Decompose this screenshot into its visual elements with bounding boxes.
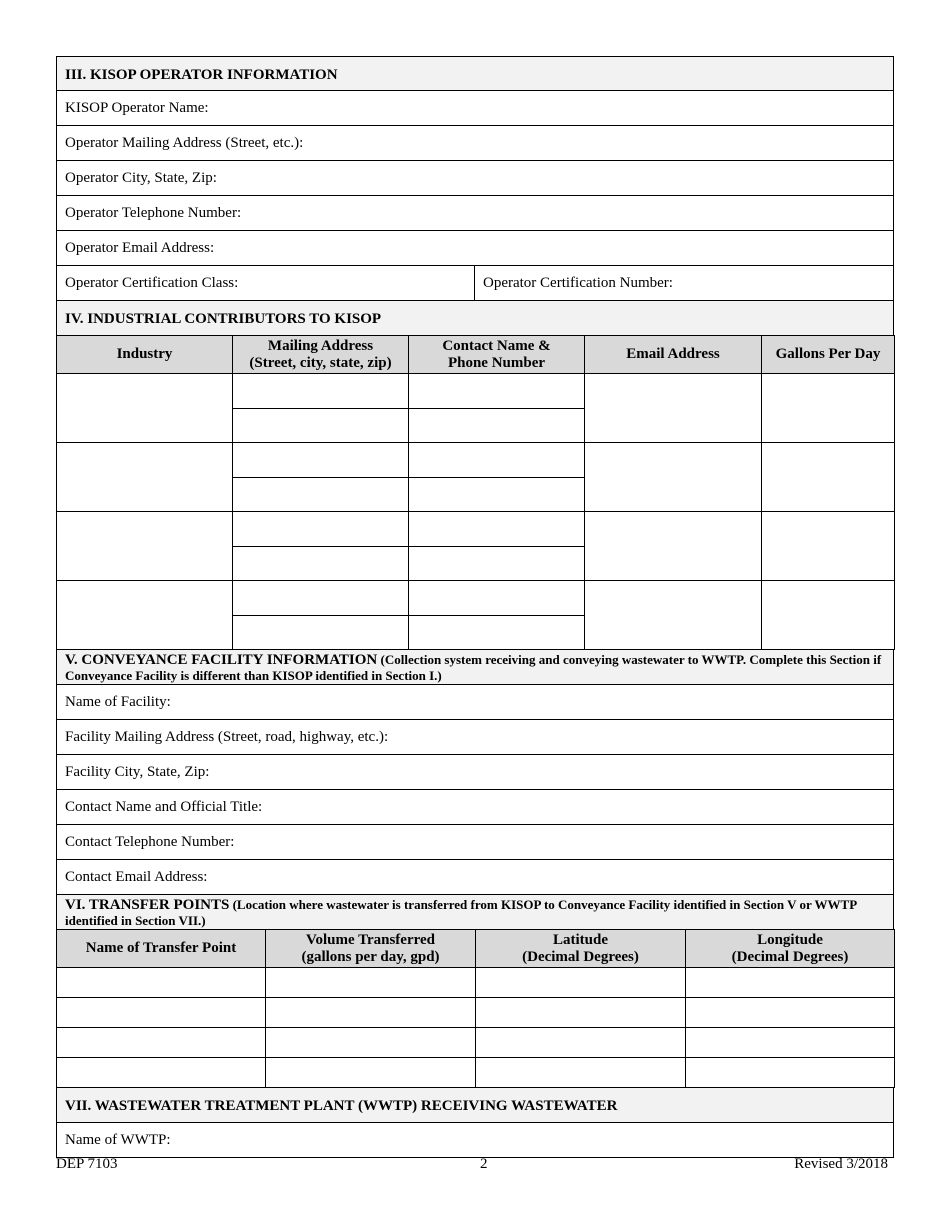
table-row [57,581,895,616]
table-header-row [57,336,895,374]
industry-cell[interactable] [57,374,233,443]
transfer-name-cell[interactable] [57,1058,266,1088]
industry-cell[interactable] [57,443,233,512]
operator-cert-class-field[interactable]: Operator Certification Class: [57,266,475,300]
section-6-header: VI. TRANSFER POINTS (Location where wastewater is transferred from KISOP to Conveyance Facility identified in Section V or WWTP identified in Section VII.) [56,895,894,930]
contact-cell[interactable] [409,408,585,443]
industry-cell[interactable] [57,512,233,581]
volume-cell[interactable] [266,998,476,1028]
gallons-cell[interactable] [762,443,895,512]
table-header-row [57,930,895,968]
mailing-cell[interactable] [233,581,409,616]
gallons-cell[interactable] [762,374,895,443]
operator-certification-row [56,266,894,301]
col-transfer-point-name: Name of Transfer Point [57,930,266,968]
contact-cell[interactable] [409,374,585,409]
email-cell[interactable] [585,512,762,581]
col-industry: Industry [57,336,233,374]
longitude-cell[interactable] [686,998,895,1028]
col-volume: Volume Transferred (gallons per day, gpd) [266,930,476,968]
table-row [57,512,895,547]
mailing-cell[interactable] [233,443,409,478]
longitude-cell[interactable] [686,1058,895,1088]
contact-telephone-field[interactable]: Contact Telephone Number: [56,825,894,860]
operator-telephone-field[interactable]: Operator Telephone Number: [56,196,894,231]
operator-cert-number-field[interactable]: Operator Certification Number: [483,275,673,291]
mailing-cell[interactable] [233,512,409,547]
mailing-cell[interactable] [233,546,409,581]
transfer-name-cell[interactable] [57,1028,266,1058]
contact-name-title-field[interactable]: Contact Name and Official Title: [56,790,894,825]
transfer-points-table-wrap [56,929,894,1088]
latitude-cell[interactable] [476,998,686,1028]
col-latitude: Latitude (Decimal Degrees) [476,930,686,968]
volume-cell[interactable] [266,1028,476,1058]
facility-city-state-zip-field[interactable]: Facility City, State, Zip: [56,755,894,790]
longitude-cell[interactable] [686,1028,895,1058]
section-7-header: VII. WASTEWATER TREATMENT PLANT (WWTP) RECEIVING WASTEWATER [56,1088,894,1123]
col-contact: Contact Name & Phone Number [409,336,585,374]
section-5-header: V. CONVEYANCE FACILITY INFORMATION (Collection system receiving and conveying wastewater to WWTP. Complete this Section if Conveyance Facility is different than KISOP identified in Section I.) [56,650,894,685]
volume-cell[interactable] [266,1058,476,1088]
industrial-contributors-table-wrap [56,335,894,650]
mailing-cell[interactable] [233,408,409,443]
wwtp-name-field[interactable]: Name of WWTP: [56,1123,894,1158]
table-row [57,1058,895,1088]
mailing-cell[interactable] [233,615,409,650]
facility-name-field[interactable]: Name of Facility: [56,685,894,720]
transfer-points-table [56,929,895,1088]
longitude-cell[interactable] [686,968,895,998]
latitude-cell[interactable] [476,968,686,998]
contact-cell[interactable] [409,581,585,616]
operator-name-field[interactable]: KISOP Operator Name: [56,91,894,126]
col-longitude: Longitude (Decimal Degrees) [686,930,895,968]
transfer-name-cell[interactable] [57,998,266,1028]
table-row [57,443,895,478]
page-number: 2 [480,1156,488,1172]
latitude-cell[interactable] [476,1028,686,1058]
section-4-header: IV. INDUSTRIAL CONTRIBUTORS TO KISOP [56,301,894,336]
col-gallons: Gallons Per Day [762,336,895,374]
operator-email-field[interactable]: Operator Email Address: [56,231,894,266]
facility-mailing-address-field[interactable]: Facility Mailing Address (Street, road, highway, etc.): [56,720,894,755]
industry-cell[interactable] [57,581,233,650]
form-id: DEP 7103 [56,1156,118,1172]
table-row [57,998,895,1028]
gallons-cell[interactable] [762,581,895,650]
revision-date: Revised 3/2018 [794,1156,888,1172]
email-cell[interactable] [585,581,762,650]
table-row [57,1028,895,1058]
transfer-name-cell[interactable] [57,968,266,998]
operator-mailing-address-field[interactable]: Operator Mailing Address (Street, etc.): [56,126,894,161]
table-row [57,374,895,409]
contact-cell[interactable] [409,615,585,650]
table-row [57,968,895,998]
operator-city-state-zip-field[interactable]: Operator City, State, Zip: [56,161,894,196]
contact-cell[interactable] [409,546,585,581]
col-email: Email Address [585,336,762,374]
latitude-cell[interactable] [476,1058,686,1088]
contact-cell[interactable] [409,443,585,478]
email-cell[interactable] [585,374,762,443]
contact-cell[interactable] [409,477,585,512]
industrial-contributors-table [56,335,895,650]
contact-cell[interactable] [409,512,585,547]
email-cell[interactable] [585,443,762,512]
section-3-header: III. KISOP OPERATOR INFORMATION [56,56,894,91]
col-mailing-address: Mailing Address (Street, city, state, zip) [233,336,409,374]
mailing-cell[interactable] [233,374,409,409]
permit-form [56,56,894,1158]
gallons-cell[interactable] [762,512,895,581]
volume-cell[interactable] [266,968,476,998]
contact-email-field[interactable]: Contact Email Address: [56,860,894,895]
mailing-cell[interactable] [233,477,409,512]
